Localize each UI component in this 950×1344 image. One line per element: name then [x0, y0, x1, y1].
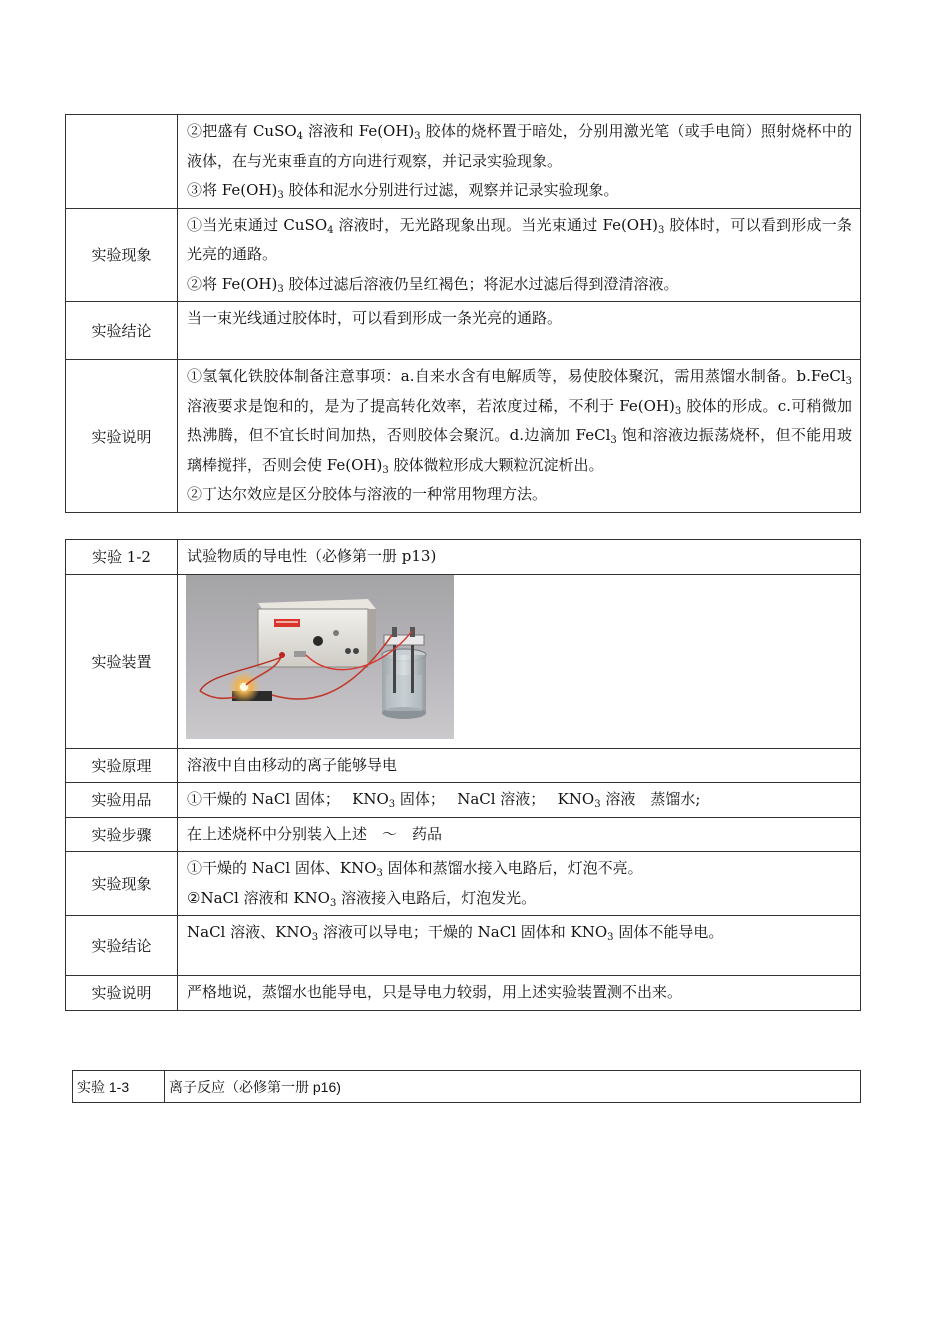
row-label: 实验结论 — [66, 916, 178, 976]
text-line: ②把盛有 CuSO$_4$ 溶液和 $Fe(OH)_3$ 胶体的烧杯置于暗处，分别用激光笔（或手电筒）照射烧杯中的液体，在与光束垂直的方向进行观察，并记录实验现象。 — [187, 122, 852, 170]
row-label: 实验现象 — [66, 852, 178, 916]
subscript: 3 — [594, 799, 601, 810]
subscript: 4 — [327, 224, 334, 236]
subscript: 3 — [376, 868, 383, 879]
subscript: 4 — [296, 131, 304, 142]
row-label: 实验现象 — [66, 208, 178, 302]
text-line: 溶液中自由移动的离子能够导电 — [187, 755, 398, 774]
materials-row — [66, 783, 861, 818]
text-line: ②将 $Fe(OH)_3$ 胶体过滤后溶液仍呈红褐色；将泥水过滤后得到澄清溶液。 — [187, 274, 679, 295]
row-label: 实验 1-2 — [66, 540, 178, 575]
conclusion-row — [66, 916, 861, 976]
phenomenon-row — [66, 852, 861, 916]
phenomenon-row — [66, 208, 861, 302]
subscript: 3 — [329, 897, 337, 909]
row-label: 实验结论 — [66, 302, 178, 360]
phenomenon-content — [178, 208, 861, 302]
conclusion-row — [66, 302, 861, 360]
row-label: 实验说明 — [66, 976, 178, 1011]
text-line: ①氢氧化铁胶体制备注意事项：a.自来水含有电解质等，易使胶体聚沉，需用蒸馏水制备。b.FeCl$_3$ 溶液要求是饱和的，是为了提高转化效率，若浓度过稀，不利于 $Fe(OH)_3$ 胶体的形成。c.可稍微加热沸腾，但不宜长时间加热，否则胶体会聚沉。d.边滴加 FeCl$_3$ 饱和溶液边振荡烧杯，但不能用玻璃棒搅拌，否则会使 $Fe(OH)_3$ 胶体微粒形成大颗粒沉淀析出。 — [187, 367, 852, 476]
title-content — [165, 1071, 861, 1103]
subscript: 3 — [277, 283, 284, 295]
row-label: 实验原理 — [66, 748, 178, 783]
experiment-1-1-table — [65, 114, 861, 513]
title-content — [178, 540, 861, 575]
row-label: 实验步骤 — [66, 817, 178, 852]
subscript: 3 — [658, 224, 665, 236]
steps-content — [178, 115, 861, 209]
conclusion-content — [178, 302, 861, 360]
steps-content — [178, 817, 861, 852]
experiment-1-3-table — [72, 1070, 861, 1103]
notes-content — [178, 976, 861, 1011]
row-label: 实验装置 — [66, 574, 178, 748]
text-line: ②丁达尔效应是区分胶体与溶液的一种常用物理方法。 — [187, 485, 548, 504]
text-line: 试验物质的导电性（必修第一册 p13) — [187, 547, 437, 565]
apparatus-row — [66, 574, 861, 748]
text-line: ③将 $Fe(OH)_3$ 胶体和泥水分别进行过滤，观察并记录实验现象。 — [187, 181, 619, 201]
subscript: 3 — [845, 376, 852, 388]
notes-content — [178, 360, 861, 513]
text-line: 当一束光线通过胶体时，可以看到形成一条光亮的通路。 — [187, 309, 563, 327]
row-label — [66, 115, 178, 209]
subscript: 3 — [277, 190, 284, 201]
title-row — [73, 1071, 861, 1103]
principle-row — [66, 748, 861, 783]
row-label: 实验用品 — [66, 783, 178, 818]
subscript: 3 — [610, 435, 617, 447]
experiment-1-2-table — [65, 539, 861, 1011]
text-line: 离子反应（必修第一册 p16) — [169, 1078, 341, 1095]
notes-row — [66, 360, 861, 513]
text-line: 在上述烧杯中分别装入上述 ～ 药品 — [187, 824, 443, 843]
subscript: 3 — [607, 932, 614, 943]
steps-row — [66, 115, 861, 209]
subscript: 3 — [674, 405, 682, 417]
text-line: ①干燥的 NaCl 固体； $KNO_3$ 固体； NaCl 溶液； $KNO_3$ 溶液 蒸馏水; — [187, 790, 701, 810]
text-line: 严格地说，蒸馏水也能导电，只是导电力较弱，用上述实验装置测不出来。 — [187, 983, 683, 1001]
text-line: NaCl 溶液、$KNO_3$ 溶液可以导电；干燥的 NaCl 固体和 $KNO_3$ 固体不能导电。 — [187, 923, 724, 943]
subscript: 3 — [382, 464, 389, 476]
subscript: 3 — [388, 799, 396, 810]
text-line: ②NaCl 溶液和 $KNO_3$ 溶液接入电路后，灯泡发光。 — [187, 888, 537, 909]
principle-content — [178, 748, 861, 783]
conclusion-content — [178, 916, 861, 976]
row-label: 实验 1-3 — [73, 1071, 165, 1103]
steps-row — [66, 817, 861, 852]
subscript: 3 — [311, 932, 319, 943]
row-label: 实验说明 — [66, 360, 178, 513]
materials-content — [178, 783, 861, 818]
conductivity-apparatus-photo — [186, 575, 454, 739]
subscript: 3 — [414, 131, 421, 142]
text-line: ①干燥的 NaCl 固体、$KNO_3$ 固体和蒸馏水接入电路后，灯泡不亮。 — [187, 859, 643, 879]
title-row — [66, 540, 861, 575]
phenomenon-content — [178, 852, 861, 916]
text-line: ①当光束通过 CuSO$_4$ 溶液时，无光路现象出现。当光束通过 $Fe(OH)_3$ 胶体时，可以看到形成一条光亮的通路。 — [187, 215, 852, 263]
apparatus-cell — [178, 574, 861, 748]
notes-row — [66, 976, 861, 1011]
